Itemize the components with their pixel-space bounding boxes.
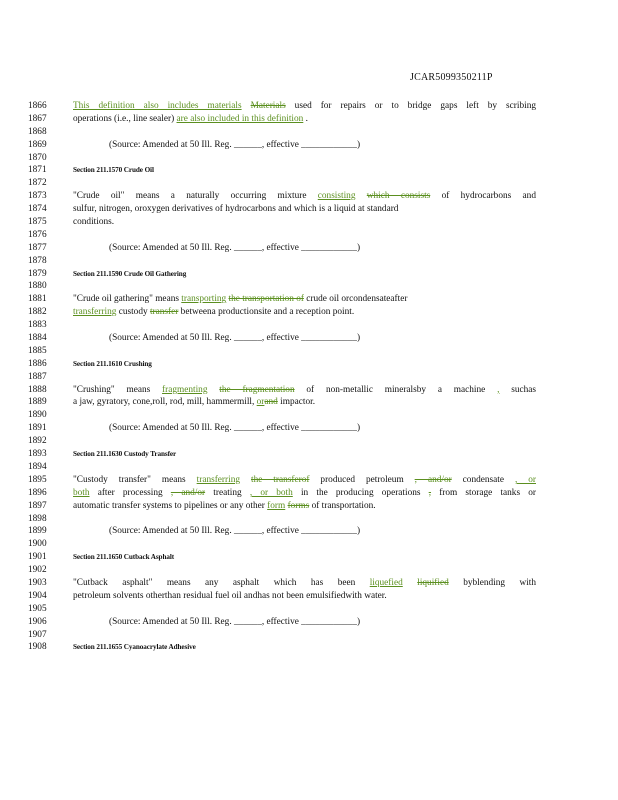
document-line (0, 203, 618, 216)
line-number: 1905 (28, 603, 47, 614)
document-line (0, 551, 618, 564)
document-line (0, 422, 618, 435)
text-segment: used for repairs or to bridge gaps left by scribing (285, 101, 537, 111)
line-text (73, 113, 536, 126)
text-segment (240, 475, 251, 485)
document-line (0, 525, 618, 538)
text-segment: "Cutback asphalt" means any asphalt which has been (73, 577, 370, 588)
text-segment: from storage tanks or (431, 487, 536, 498)
text-segment: of non-metallic mineralsby a machine (294, 384, 498, 395)
line-text (73, 293, 536, 306)
text-segment: Section 211.1610 Crushing (73, 359, 152, 368)
deleted-text: and (264, 397, 278, 408)
line-number: 1866 (28, 101, 47, 111)
deleted-text: , (428, 487, 432, 498)
inserted-text: , (497, 384, 500, 395)
deleted-text: the transportation of (228, 294, 304, 305)
line-text (73, 100, 536, 113)
inserted-text: liquefied (369, 577, 403, 588)
source-note (109, 616, 360, 629)
document-line (0, 538, 618, 551)
text-segment: Section 211.1650 Cutback Asphalt (73, 553, 175, 562)
document-line (0, 616, 618, 629)
line-number: 1907 (28, 629, 47, 640)
text-segment: (Source: Amended at 50 Ill. Reg. ______, effective ____________) (109, 423, 361, 434)
line-number: 1872 (28, 178, 47, 189)
document-line (0, 152, 618, 165)
text-segment (207, 385, 219, 395)
section-heading (73, 164, 536, 177)
inserted-text: , or (514, 474, 536, 485)
document-line (0, 396, 618, 409)
line-number: 1908 (28, 642, 47, 653)
text-segment: . (303, 113, 308, 124)
text-segment: betweena productionsite and a reception point. (178, 307, 355, 318)
line-text (73, 474, 536, 487)
line-number: 1882 (28, 307, 47, 318)
line-number: 1870 (28, 152, 47, 163)
line-number: 1906 (28, 616, 47, 627)
inserted-text: both (73, 487, 90, 498)
line-number: 1903 (28, 577, 47, 588)
document-line (0, 487, 618, 500)
text-segment: "Custody transfer" means (73, 474, 197, 485)
document-line (0, 190, 618, 203)
document-line (0, 513, 618, 526)
line-number: 1900 (28, 539, 47, 550)
document-line (0, 500, 618, 513)
inserted-text: transporting (181, 294, 227, 305)
text-segment: (Source: Amended at 50 Ill. Reg. ______, effective ____________) (109, 139, 361, 150)
deleted-text: liquified (417, 577, 449, 588)
line-number: 1876 (28, 229, 47, 240)
source-note (109, 332, 360, 345)
text-segment: produced petroleum (309, 474, 415, 485)
document-line (0, 229, 618, 242)
text-segment: "Crude oil gathering" means (73, 294, 182, 305)
line-number: 1896 (28, 487, 47, 498)
document-line (0, 293, 618, 306)
document-line (0, 100, 618, 113)
inserted-text: , or both (249, 487, 293, 498)
text-segment: in the producing operations (292, 487, 429, 498)
line-number: 1883 (28, 320, 47, 331)
line-number: 1888 (28, 384, 47, 395)
deleted-text: Materials (250, 101, 286, 111)
text-segment: impactor. (277, 397, 316, 408)
document-line (0, 139, 618, 152)
line-text (73, 384, 536, 397)
document-line (0, 564, 618, 577)
text-segment: conditions. (73, 217, 115, 228)
source-note (109, 422, 360, 435)
text-segment (403, 578, 417, 588)
text-segment: "Crude oil" means a naturally occurring mixture (73, 191, 318, 202)
document-line (0, 332, 618, 345)
line-number: 1867 (28, 113, 47, 124)
document-line (0, 603, 618, 616)
line-text (73, 203, 536, 216)
line-number: 1899 (28, 526, 47, 537)
text-segment: (Source: Amended at 50 Ill. Reg. ______, effective ____________) (109, 333, 361, 344)
section-heading (73, 448, 536, 461)
inserted-text: fragmenting (162, 384, 208, 395)
document-line (0, 371, 618, 384)
line-text (73, 590, 536, 603)
text-segment: condensate (451, 474, 515, 485)
document-line (0, 255, 618, 268)
deleted-text: which consists (366, 191, 431, 202)
text-segment: Section 211.1630 Custody Transfer (73, 450, 177, 459)
line-number: 1885 (28, 345, 47, 356)
line-text (73, 577, 536, 590)
text-segment: Section 211.1655 Cyanoacrylate Adhesive (73, 643, 196, 652)
line-number: 1868 (28, 126, 47, 137)
section-heading (73, 358, 536, 371)
text-segment: of hydrocarbons and (430, 191, 536, 202)
document-line (0, 435, 618, 448)
document-line (0, 242, 618, 255)
line-number: 1894 (28, 461, 47, 472)
line-number: 1880 (28, 281, 47, 292)
text-segment: treating (205, 487, 250, 498)
text-segment: petroleum solvents otherthan residual fuel oil andhas not been emulsifiedwith water. (73, 590, 387, 601)
document-line (0, 629, 618, 642)
document-line (0, 474, 618, 487)
line-number: 1879 (28, 268, 47, 279)
line-number: 1890 (28, 410, 47, 421)
text-segment: (Source: Amended at 50 Ill. Reg. ______, effective ____________) (109, 526, 361, 537)
line-number: 1904 (28, 590, 47, 601)
line-text (73, 500, 536, 513)
document-line (0, 164, 618, 177)
inserted-text: transferring (196, 474, 241, 485)
document-line (0, 448, 618, 461)
text-segment: after processing (89, 487, 171, 498)
text-segment: a jaw, gyratory, cone,roll, rod, mill, hammermill, (73, 397, 257, 408)
line-number: 1898 (28, 513, 47, 524)
inserted-text: This definition also includes materials (73, 101, 242, 111)
line-number: 1892 (28, 436, 47, 447)
inserted-text: consisting (317, 191, 356, 202)
text-segment (242, 101, 251, 111)
line-number: 1889 (28, 397, 47, 408)
text-segment: automatic transfer systems to pipelines or any other (73, 500, 268, 511)
document-line (0, 177, 618, 190)
document-line (0, 384, 618, 397)
document-line (0, 577, 618, 590)
document-line (0, 461, 618, 474)
deleted-text: forms (287, 500, 310, 511)
line-number: 1875 (28, 217, 47, 228)
text-segment: (Source: Amended at 50 Ill. Reg. ______, effective ____________) (109, 242, 361, 253)
inserted-text: transferring (73, 307, 117, 318)
line-number: 1893 (28, 449, 47, 460)
line-number: 1886 (28, 358, 47, 369)
line-number: 1874 (28, 204, 47, 215)
deleted-text: transfer (149, 307, 179, 318)
line-number: 1887 (28, 371, 47, 382)
document-line (0, 268, 618, 281)
document-line (0, 126, 618, 139)
line-number: 1871 (28, 165, 47, 176)
text-segment: "Crushing" means (73, 384, 163, 395)
section-heading (73, 268, 536, 281)
inserted-text: form (267, 500, 286, 511)
line-text (73, 396, 536, 409)
deleted-text: the transferof (250, 474, 310, 485)
source-note (109, 139, 360, 152)
text-segment: sulfur, nitrogen, oroxygen derivatives of hydrocarbons and which is a liquid at standard (73, 204, 399, 215)
inserted-text: are also included in this definition (176, 113, 304, 124)
document-line (0, 409, 618, 422)
deleted-text: , and/or (414, 474, 452, 485)
text-segment: crude oil orcondensateafter (303, 294, 408, 305)
text-segment: custody (116, 307, 150, 318)
line-number: 1873 (28, 191, 47, 202)
text-segment: suchas (499, 384, 536, 395)
document-line (0, 216, 618, 229)
document-line (0, 641, 618, 654)
section-heading (73, 641, 536, 654)
text-segment: of transportation. (309, 500, 376, 511)
line-number: 1902 (28, 565, 47, 576)
text-segment: byblending with (448, 577, 537, 588)
document-line (0, 319, 618, 332)
line-number: 1895 (28, 474, 47, 485)
line-text (73, 216, 536, 229)
text-segment (355, 191, 366, 201)
line-text (73, 190, 536, 203)
text-segment: (Source: Amended at 50 Ill. Reg. ______, effective ____________) (109, 616, 361, 627)
text-segment: Section 211.1590 Crude Oil Gathering (73, 269, 187, 278)
line-text (73, 306, 536, 319)
document-id: JCAR5099350211P (410, 72, 493, 83)
inserted-text: or (256, 397, 265, 408)
line-number: 1869 (28, 139, 47, 150)
line-number: 1877 (28, 242, 47, 253)
document-line (0, 113, 618, 126)
line-number: 1897 (28, 500, 47, 511)
text-segment: Section 211.1570 Crude Oil (73, 166, 154, 175)
line-number: 1901 (28, 552, 47, 563)
line-number: 1881 (28, 294, 47, 305)
document-line (0, 345, 618, 358)
deleted-text: , and/or (170, 487, 206, 498)
source-note (109, 525, 360, 538)
line-number: 1878 (28, 255, 47, 266)
deleted-text: the fragmentation (219, 384, 295, 395)
section-heading (73, 551, 536, 564)
document-line (0, 358, 618, 371)
document-line (0, 280, 618, 293)
text-segment: operations (i.e., line sealer) (73, 113, 177, 124)
line-text (73, 487, 536, 500)
document-line (0, 306, 618, 319)
line-number: 1891 (28, 423, 47, 434)
document-line (0, 590, 618, 603)
line-number: 1884 (28, 333, 47, 344)
source-note (109, 242, 360, 255)
document-body (0, 100, 618, 654)
